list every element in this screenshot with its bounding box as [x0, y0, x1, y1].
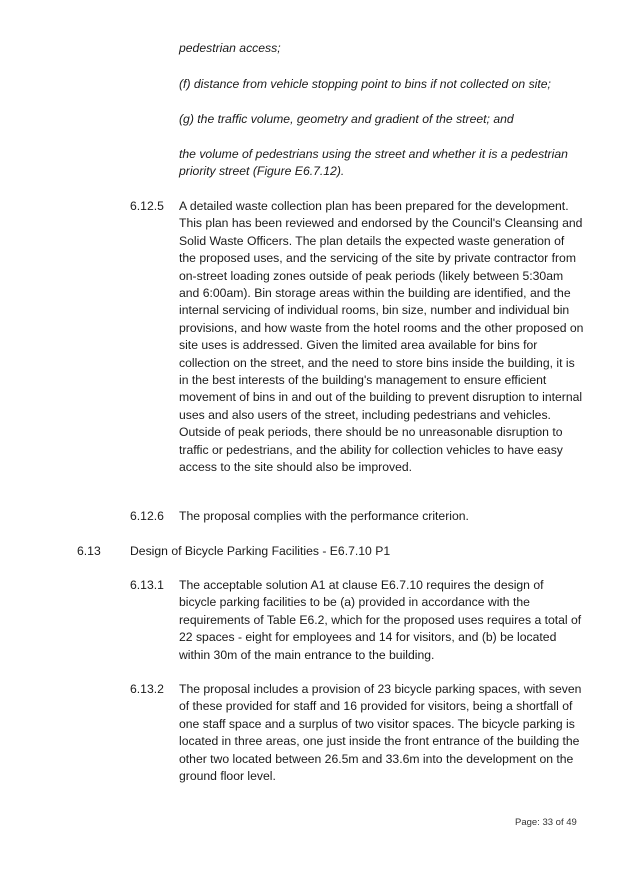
paragraph-6-12-5: A detailed waste collection plan has been prepared for the development. This plan has been reviewed and endorsed by the Council's Cleansing and Solid Waste Officers. The plan details the expected waste generation of the proposed uses, and the servicing of the site by private contractor from on-street loading zones outside of peak periods (likely between 5:30am and 6:00am). Bin storage areas within the building are identified, and the internal servicing of individual rooms, bin size, number and individual bin provisions, and how waste from the hotel rooms and the other proposed on site uses is addressed. Given the limited area available for bins for collection on the street, and the need to store bins inside the building, it is in the best interests of the building's management to ensure efficient movement of bins in and out of the building to prevent disruption to internal uses and also users of the street, including pedestrians and vehicles. Outside of peak periods, there should be no unreasonable disruption to traffic or pedestrians, and the ability for collection vehicles to have easy access to the site should also be improved.: [179, 199, 584, 475]
list-item-pedestrian-access: pedestrian access;: [179, 41, 281, 55]
paragraph-number-6-12-5: 6.12.5: [130, 199, 164, 213]
paragraph-6-13-1: The acceptable solution A1 at clause E6.7.10 requires the design of bicycle parking facilities to be (a) provided in accordance with the requirements of Table E6.2, which for the proposed uses requires a total of 22 spaces - eight for employees and 14 for visitors, and (b) be located within 30m of the main entrance to the building.: [179, 578, 582, 662]
paragraph-number-6-13-1: 6.13.1: [130, 578, 164, 592]
page-number: Page: 33 of 49: [515, 817, 577, 828]
paragraph-number-6-12-6: 6.12.6: [130, 509, 164, 523]
paragraph-6-13-2: The proposal includes a provision of 23 bicycle parking spaces, with seven of these provided for staff and 16 provided for visitors, being a shortfall of one staff space and a surplus of two visitor spaces. The bicycle parking is located in three areas, one just inside the front entrance of the building the other two located between 26.5m and 33.6m into the development on the ground floor level.: [179, 682, 582, 784]
list-item-g: (g) the traffic volume, geometry and gradient of the street; and: [179, 112, 514, 126]
paragraph-number-6-13-2: 6.13.2: [130, 682, 164, 696]
list-item-f: (f) distance from vehicle stopping point to bins if not collected on site;: [179, 77, 551, 91]
paragraph-6-12-6: The proposal complies with the performance criterion.: [179, 509, 469, 523]
list-item-h: the volume of pedestrians using the street and whether it is a pedestrian priority street (Figure E6.7.12).: [179, 147, 568, 179]
section-title: Design of Bicycle Parking Facilities - E6.7.10 P1: [130, 544, 391, 558]
section-number: 6.13: [77, 544, 101, 558]
